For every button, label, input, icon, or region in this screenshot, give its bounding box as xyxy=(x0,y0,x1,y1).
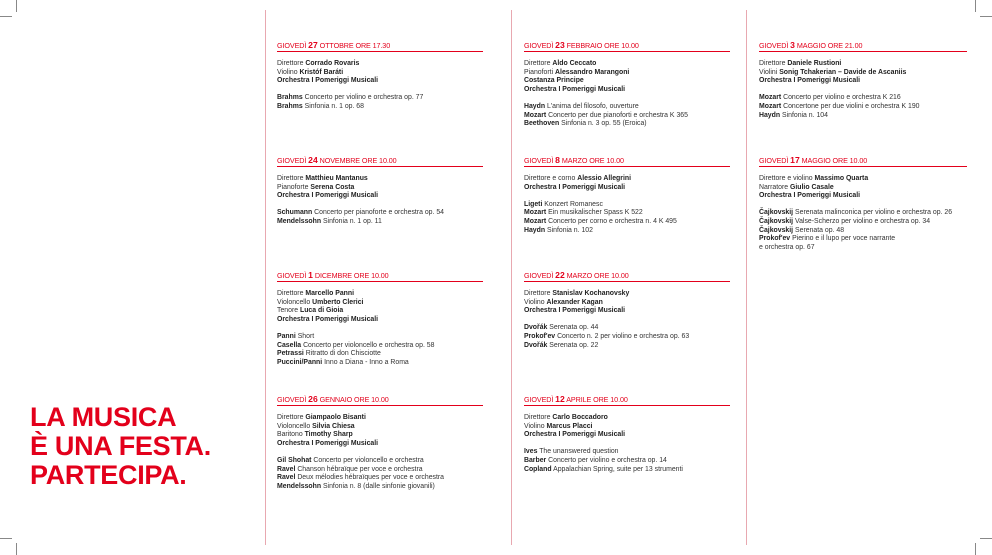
program-line xyxy=(524,120,730,129)
performer-role: Direttore xyxy=(277,414,304,421)
program-line xyxy=(524,103,730,112)
composer-name: Brahms xyxy=(277,94,303,102)
program-line xyxy=(277,483,483,492)
work-title: Ritratto di don Chisciotte xyxy=(305,350,381,358)
work-title: Sinfonia n. 1 op. 68 xyxy=(304,102,364,110)
performer-line xyxy=(524,423,730,432)
program-line xyxy=(277,466,483,475)
program-line xyxy=(524,201,730,210)
composer-name: Ives xyxy=(524,448,538,456)
work-title: Short xyxy=(297,332,315,340)
program-line xyxy=(524,342,730,351)
composer-name: Prokof'ev xyxy=(759,235,791,243)
performer-role: Direttore xyxy=(277,60,304,67)
performer-role: Baritono xyxy=(277,431,303,439)
performer-line xyxy=(524,290,730,299)
program-line xyxy=(277,103,483,112)
work-title: Concerto per corno e orchestra n. 4 K 495 xyxy=(548,217,677,225)
work-title: Sinfonia n. 3 op. 55 (Eroica) xyxy=(561,120,647,128)
program-line xyxy=(277,474,483,483)
concert-event xyxy=(277,155,483,227)
slogan-line: LA MUSICA xyxy=(30,402,177,432)
concert-event xyxy=(524,40,730,129)
crop-mark xyxy=(980,16,992,17)
event-weekday: GIOVEDÌ xyxy=(524,41,554,50)
performer-line xyxy=(759,60,967,69)
composer-name: Mozart xyxy=(759,102,782,110)
composer-name: Prokof'ev xyxy=(524,332,556,340)
work-title: Pierino e il lupo per voce narrante xyxy=(792,235,896,243)
event-day-number: 23 xyxy=(555,40,565,50)
program-line xyxy=(759,235,967,244)
crop-mark xyxy=(0,16,12,17)
performer-name: Alessandro Marangoni xyxy=(555,68,630,76)
fold-line xyxy=(746,10,747,545)
composer-name: Mozart xyxy=(524,217,547,225)
composer-name: Haydn xyxy=(524,226,546,234)
slogan-line: PARTECIPA. xyxy=(30,460,187,490)
work-title: Concerto per due pianoforti e orchestra K 365 xyxy=(548,111,688,119)
performer-role: Pianoforte xyxy=(277,183,309,191)
performers-list xyxy=(524,175,730,192)
performer-line xyxy=(277,316,483,325)
performer-name: Orchestra I Pomeriggi Musicali xyxy=(524,307,626,315)
event-day-number: 3 xyxy=(790,40,795,50)
concert-event xyxy=(277,394,483,491)
work-title: Serenata op. 44 xyxy=(549,324,599,332)
performer-line xyxy=(277,192,483,201)
performer-line xyxy=(759,69,967,78)
performer-role: Violoncello xyxy=(277,298,311,306)
performer-name: Corrado Rovaris xyxy=(305,60,360,67)
performer-role: Direttore xyxy=(524,290,551,297)
performer-name: Orchestra I Pomeriggi Musicali xyxy=(277,192,379,200)
concert-event xyxy=(277,40,483,112)
event-weekday: GIOVEDÌ xyxy=(759,41,789,50)
event-month-time: MARZO ORE 10.00 xyxy=(566,271,629,280)
performer-role: Direttore xyxy=(759,60,786,67)
performer-name: Orchestra I Pomeriggi Musicali xyxy=(277,77,379,85)
performers-list xyxy=(277,175,483,201)
composer-name: Schumann xyxy=(277,209,313,217)
performer-role: Pianoforti xyxy=(524,68,554,76)
composer-name: Mozart xyxy=(524,111,547,119)
performer-name: Luca di Gioia xyxy=(300,307,344,315)
program-list xyxy=(277,209,483,226)
performer-role: Narratore xyxy=(759,183,789,191)
performer-line xyxy=(524,184,730,193)
composer-name: Čajkovskij xyxy=(759,217,794,225)
crop-mark xyxy=(975,0,976,12)
performer-name: Orchestra I Pomeriggi Musicali xyxy=(759,77,861,85)
event-day-number: 12 xyxy=(555,394,565,404)
event-day-number: 1 xyxy=(308,270,313,280)
event-date-header xyxy=(524,155,730,167)
event-date-header xyxy=(277,40,483,52)
work-title: Concerto per violino e orchestra op. 77 xyxy=(304,94,424,102)
composer-name: Mendelssohn xyxy=(277,217,322,225)
concert-event xyxy=(524,155,730,235)
program-line xyxy=(524,466,730,475)
performer-line xyxy=(524,69,730,78)
program-line xyxy=(524,112,730,121)
performer-role: Violino xyxy=(277,68,298,76)
performer-name: Sonig Tchakerian – Davide de Ascaniis xyxy=(779,68,907,76)
work-title: Sinfonia n. 104 xyxy=(781,111,828,119)
performer-role: Direttore xyxy=(524,414,551,421)
program-line xyxy=(277,457,483,466)
program-line xyxy=(277,209,483,218)
concert-event xyxy=(759,155,967,252)
program-list xyxy=(524,324,730,350)
performer-line xyxy=(277,77,483,86)
performer-name: Kristóf Baráti xyxy=(299,68,344,76)
crop-mark xyxy=(16,543,17,555)
performer-role: Violini xyxy=(759,68,778,76)
event-month-time: NOVEMBRE ORE 10.00 xyxy=(319,156,397,165)
event-date-header xyxy=(759,155,967,167)
program-line xyxy=(759,244,967,253)
performer-line xyxy=(524,77,730,86)
performer-line xyxy=(277,423,483,432)
program-line xyxy=(277,342,483,351)
program-line xyxy=(277,359,483,368)
performer-line xyxy=(277,60,483,69)
work-title: Ein musikalischer Spass K 522 xyxy=(548,209,643,217)
performer-line xyxy=(524,299,730,308)
work-title: Concerto per violino e orchestra K 216 xyxy=(783,94,901,102)
crop-mark xyxy=(980,538,992,539)
performer-line xyxy=(277,440,483,449)
performer-name: Timothy Sharp xyxy=(304,431,353,439)
program-line xyxy=(524,218,730,227)
performer-role: Direttore xyxy=(524,60,551,67)
event-month-time: DICEMBRE ORE 10.00 xyxy=(314,271,389,280)
performer-name: Orchestra I Pomeriggi Musicali xyxy=(759,192,861,200)
program-list xyxy=(277,94,483,111)
work-title: Valse-Scherzo per violino e orchestra op. 34 xyxy=(795,217,931,225)
composer-name: Copland xyxy=(524,465,552,473)
work-title: The unanswered question xyxy=(539,448,619,456)
work-title: Concerto per violoncello e orchestra op. 58 xyxy=(303,341,435,349)
program-line xyxy=(759,218,967,227)
work-title: L'anima del filosofo, ouverture xyxy=(546,102,639,110)
event-weekday: GIOVEDÌ xyxy=(524,271,554,280)
performer-name: Orchestra I Pomeriggi Musicali xyxy=(524,85,626,93)
performers-list xyxy=(277,60,483,86)
program-line xyxy=(277,94,483,103)
work-title: Inno a Diana - Inno a Roma xyxy=(324,358,409,366)
program-list xyxy=(759,209,967,252)
event-month-time: MAGGIO ORE 21.00 xyxy=(796,41,863,50)
composer-name: Brahms xyxy=(277,102,303,110)
performer-role: Direttore xyxy=(277,290,304,297)
program-line xyxy=(277,333,483,342)
program-line xyxy=(759,227,967,236)
performers-list xyxy=(277,290,483,324)
work-title: Concerto per violino e orchestra op. 14 xyxy=(548,456,667,464)
event-weekday: GIOVEDÌ xyxy=(277,156,307,165)
work-title: Concertone per due violini e orchestra K 190 xyxy=(783,102,920,110)
performer-line xyxy=(277,431,483,440)
event-weekday: GIOVEDÌ xyxy=(277,271,307,280)
performer-name: Matthieu Mantanus xyxy=(305,175,368,182)
composer-name: Casella xyxy=(277,341,302,349)
concert-event xyxy=(524,394,730,474)
work-title: Konzert Romanesc xyxy=(544,200,603,208)
performer-name: Silvia Chiesa xyxy=(312,422,355,430)
performer-name: Orchestra I Pomeriggi Musicali xyxy=(277,315,379,323)
event-date-header xyxy=(524,270,730,282)
performers-list xyxy=(759,175,967,201)
event-weekday: GIOVEDÌ xyxy=(277,395,307,404)
performer-line xyxy=(277,290,483,299)
program-line xyxy=(524,227,730,236)
performer-line xyxy=(759,184,967,193)
performer-name: Alexander Kagan xyxy=(546,298,603,306)
event-date-header xyxy=(524,394,730,406)
composer-name: Petrassi xyxy=(277,350,304,358)
performer-line xyxy=(277,184,483,193)
performer-line xyxy=(524,86,730,95)
work-title: Concerto per violoncello e orchestra xyxy=(313,456,424,464)
event-date-header xyxy=(277,270,483,282)
performers-list xyxy=(524,414,730,440)
composer-name: Ravel xyxy=(277,474,296,482)
program-line xyxy=(524,457,730,466)
slogan xyxy=(30,403,211,490)
composer-name: Haydn xyxy=(759,111,781,119)
performers-list xyxy=(524,290,730,316)
composer-name: Barber xyxy=(524,456,547,464)
event-day-number: 26 xyxy=(308,394,318,404)
performer-line xyxy=(277,175,483,184)
composer-name: Panni xyxy=(277,332,296,340)
program-line xyxy=(759,209,967,218)
program-line xyxy=(524,209,730,218)
performer-line xyxy=(759,77,967,86)
performer-role: Direttore e corno xyxy=(524,175,576,182)
work-title: Serenata op. 22 xyxy=(549,341,599,349)
program-line xyxy=(277,350,483,359)
composer-name: Dvořák xyxy=(524,324,548,332)
performer-line xyxy=(524,414,730,423)
performer-line xyxy=(277,414,483,423)
concert-event xyxy=(524,270,730,350)
fold-line xyxy=(511,10,512,545)
crop-mark xyxy=(0,538,12,539)
performer-name: Orchestra I Pomeriggi Musicali xyxy=(524,431,626,439)
performer-line xyxy=(277,307,483,316)
event-month-time: MAGGIO ORE 10.00 xyxy=(801,156,868,165)
concert-event xyxy=(759,40,967,120)
event-month-time: MARZO ORE 10.00 xyxy=(561,156,624,165)
program-list xyxy=(277,457,483,491)
event-date-header xyxy=(759,40,967,52)
performer-name: Marcello Panni xyxy=(305,290,354,297)
event-month-time: FEBBRAIO ORE 10.00 xyxy=(566,41,639,50)
event-weekday: GIOVEDÌ xyxy=(524,156,554,165)
performer-name: Stanislav Kochanovsky xyxy=(552,290,630,297)
composer-name: Ravel xyxy=(277,465,296,473)
performer-line xyxy=(759,192,967,201)
concert-event xyxy=(277,270,483,367)
performer-name: Costanza Principe xyxy=(524,77,584,85)
event-day-number: 17 xyxy=(790,155,800,165)
performers-list xyxy=(759,60,967,86)
event-date-header xyxy=(524,40,730,52)
slogan-line: È UNA FESTA. xyxy=(30,431,211,461)
performer-name: Orchestra I Pomeriggi Musicali xyxy=(277,439,379,447)
event-day-number: 8 xyxy=(555,155,560,165)
program-line xyxy=(277,218,483,227)
event-weekday: GIOVEDÌ xyxy=(759,156,789,165)
work-title: Sinfonia n. 102 xyxy=(546,226,593,234)
event-day-number: 22 xyxy=(555,270,565,280)
work-title: Concerto n. 2 per violino e orchestra op. 63 xyxy=(557,332,690,340)
work-title: e orchestra op. 67 xyxy=(759,243,815,251)
program-line xyxy=(759,112,967,121)
composer-name: Čajkovskij xyxy=(759,226,794,234)
performer-role: Direttore e violino xyxy=(759,175,813,182)
performer-role: Tenore xyxy=(277,307,299,315)
event-month-time: GENNAIO ORE 10.00 xyxy=(319,395,389,404)
performer-line xyxy=(759,175,967,184)
performer-name: Marcus Placci xyxy=(546,422,593,430)
performer-name: Giulio Casale xyxy=(790,183,834,191)
performer-name: Aldo Ceccato xyxy=(552,60,597,67)
program-line xyxy=(759,94,967,103)
performer-role: Violoncello xyxy=(277,422,311,430)
composer-name: Haydn xyxy=(524,102,546,110)
event-weekday: GIOVEDÌ xyxy=(524,395,554,404)
program-line xyxy=(524,448,730,457)
event-day-number: 24 xyxy=(308,155,318,165)
composer-name: Beethoven xyxy=(524,120,560,128)
composer-name: Čajkovskij xyxy=(759,209,794,217)
work-title: Sinfonia n. 8 (dalle sinfonie giovanili) xyxy=(322,482,435,490)
event-date-header xyxy=(277,155,483,167)
program-list xyxy=(759,94,967,120)
crop-mark xyxy=(16,0,17,12)
program-line xyxy=(524,324,730,333)
work-title: Serenata malinconica per violino e orchestra op. 26 xyxy=(795,209,953,217)
performer-role: Violino xyxy=(524,298,545,306)
performer-line xyxy=(277,299,483,308)
composer-name: Gil Shohat xyxy=(277,456,312,464)
performer-line xyxy=(524,175,730,184)
composer-name: Mozart xyxy=(524,209,547,217)
event-weekday: GIOVEDÌ xyxy=(277,41,307,50)
performer-role: Violino xyxy=(524,422,545,430)
composer-name: Mozart xyxy=(759,94,782,102)
composer-name: Mendelssohn xyxy=(277,482,322,490)
performer-name: Alessio Allegrini xyxy=(577,175,631,182)
event-month-time: APRILE ORE 10.00 xyxy=(566,395,628,404)
work-title: Appalachian Spring, suite per 13 strumenti xyxy=(553,465,683,473)
performer-role: Direttore xyxy=(277,175,304,182)
program-list xyxy=(277,333,483,367)
performer-name: Carlo Boccadoro xyxy=(552,414,608,421)
program-list xyxy=(524,448,730,474)
performer-line xyxy=(524,307,730,316)
performer-line xyxy=(524,60,730,69)
work-title: Sinfonia n. 1 op. 11 xyxy=(322,217,382,225)
work-title: Concerto per pianoforte e orchestra op. 54 xyxy=(314,209,445,217)
program-list xyxy=(524,103,730,129)
performer-name: Giampaolo Bisanti xyxy=(305,414,366,421)
performer-line xyxy=(524,431,730,440)
event-month-time: OTTOBRE ORE 17.30 xyxy=(319,41,391,50)
composer-name: Puccini/Panni xyxy=(277,358,323,366)
fold-line xyxy=(265,10,266,545)
composer-name: Dvořák xyxy=(524,341,548,349)
composer-name: Ligeti xyxy=(524,200,543,208)
work-title: Deux mélodies hébraïques per voce e orchestra xyxy=(297,474,445,482)
crop-mark xyxy=(975,543,976,555)
event-day-number: 27 xyxy=(308,40,318,50)
performer-name: Orchestra I Pomeriggi Musicali xyxy=(524,183,626,191)
program-list xyxy=(524,201,730,235)
performer-name: Daniele Rustioni xyxy=(787,60,842,67)
performers-list xyxy=(277,414,483,448)
performer-name: Serena Costa xyxy=(310,183,355,191)
performer-line xyxy=(277,69,483,78)
performer-name: Massimo Quarta xyxy=(814,175,869,182)
performer-name: Umberto Clerici xyxy=(312,298,364,306)
program-line xyxy=(524,333,730,342)
event-date-header xyxy=(277,394,483,406)
performers-list xyxy=(524,60,730,94)
program-line xyxy=(759,103,967,112)
work-title: Serenata op. 48 xyxy=(795,226,845,234)
work-title: Chanson hébraïque per voce e orchestra xyxy=(297,465,423,473)
